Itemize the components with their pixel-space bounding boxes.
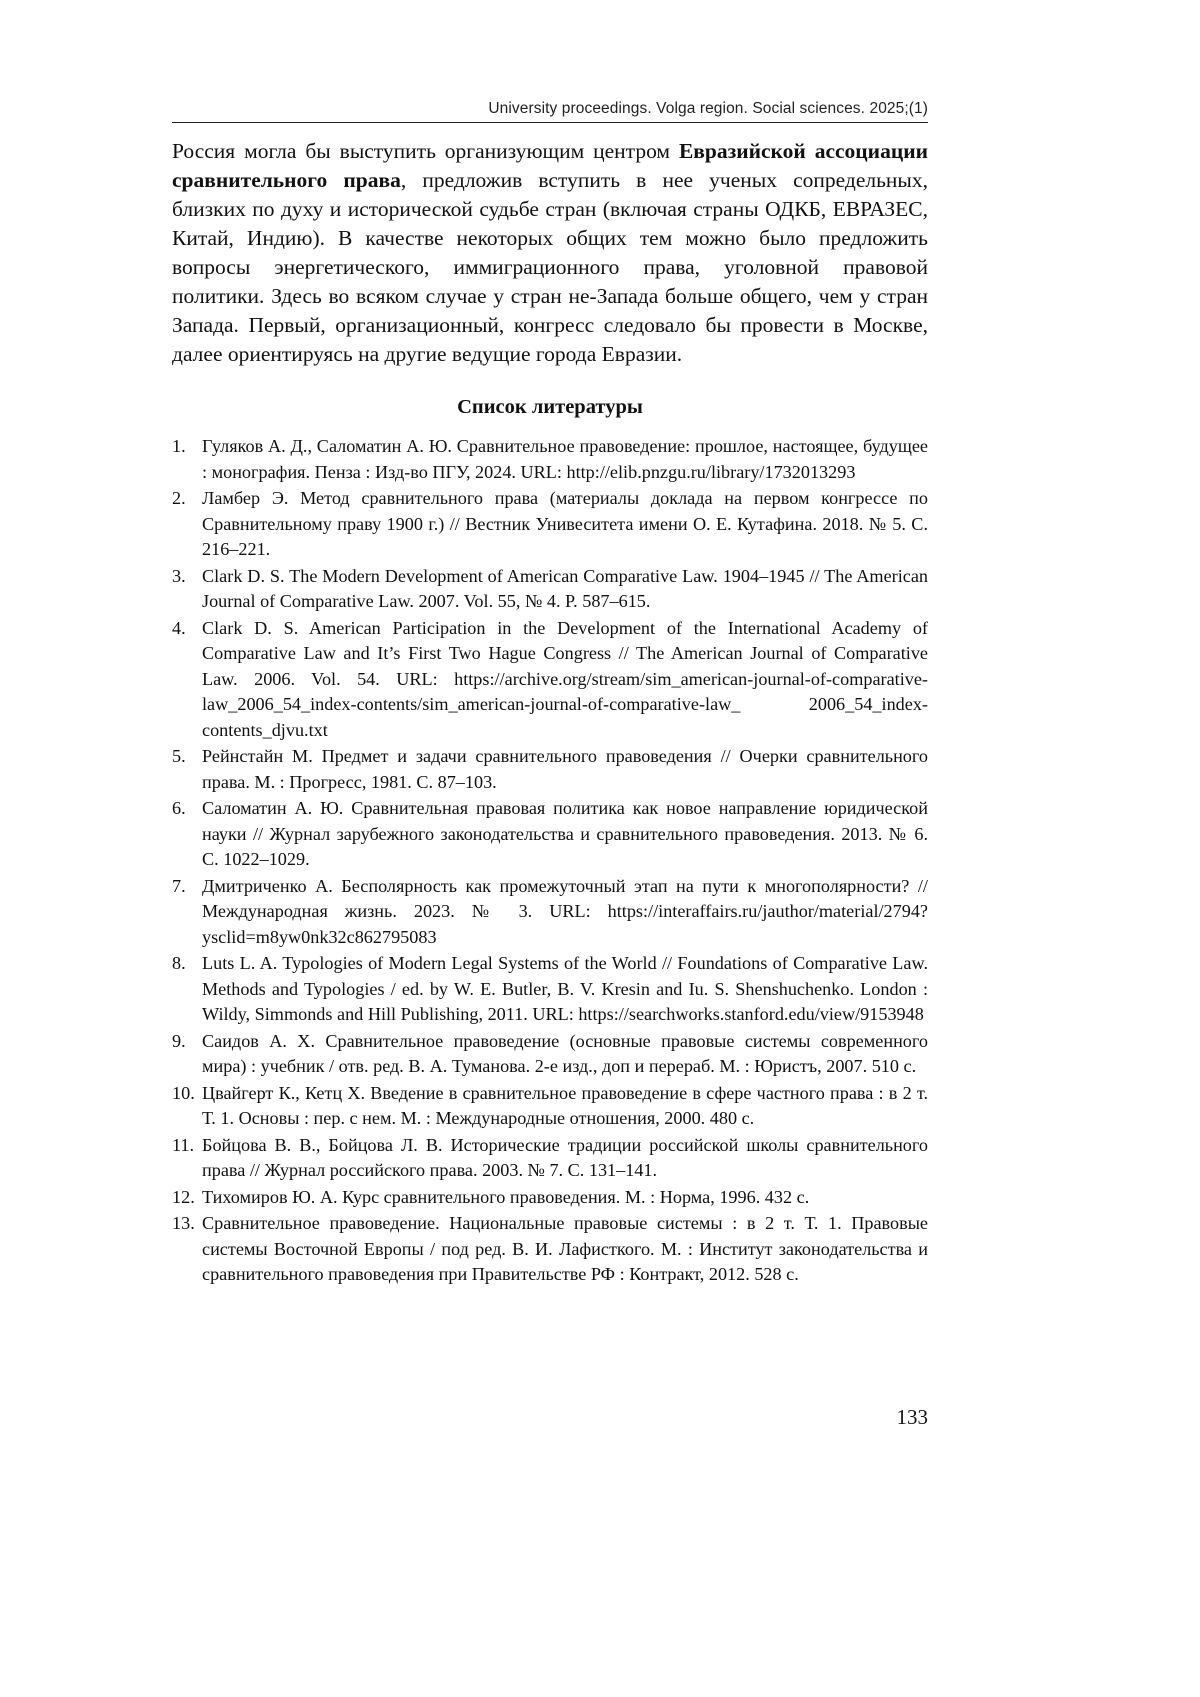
reference-item <box>172 1029 928 1080</box>
reference-text: Саидов А. Х. Сравнительное правоведение (основные правовые системы современного мира) : учебник / отв. ред. В. А. Туманова. 2-е изд., доп и перераб. М. : Юристъ, 2007. 510 с. <box>202 1030 928 1076</box>
paragraph-bold-term: Евразийской ассоциации сравнительного права <box>172 139 928 192</box>
reference-number: 5. <box>172 746 186 766</box>
reference-number: 3. <box>172 565 186 586</box>
reference-text: Цвайгерт К., Кетц Х. Введение в сравнительное правоведение в сфере частного права : в 2 т. Т. 1. Основы : пер. с нем. М. : Международные отношения, 2000. 480 с. <box>202 1082 928 1128</box>
reference-number: 7. <box>172 875 186 896</box>
running-header: University proceedings. Volga region. Social sciences. 2025;(1) <box>172 100 928 123</box>
reference-item <box>172 1133 928 1184</box>
reference-item <box>172 744 928 795</box>
reference-item <box>172 1211 928 1288</box>
reference-number: 6. <box>172 798 186 818</box>
paragraph-text-start: Россия могла бы выступить организующим центром <box>172 139 679 163</box>
reference-item <box>172 796 928 873</box>
reference-text: Тихомиров Ю. А. Курс сравнительного правоведения. М. : Норма, 1996. 432 с. <box>202 1186 810 1207</box>
body-paragraph <box>172 137 928 369</box>
reference-text: Ламбер Э. Метод сравнительного права (материалы доклада на первом конгрессе по Сравнительному праву 1900 г.) // Вестник Унивеситета имени О. Е. Кутафина. 2018. № 5. С. 216–221. <box>202 488 928 559</box>
reference-number: 10. <box>172 1082 195 1103</box>
reference-text: Luts L. A. Typologies of Modern Legal Systems of the World // Foundations of Comparative Law. Methods and Typologies / ed. by W. E. Butler, B. V. Kresin and Iu. S. Shenshuchenko. London : Wildy, Simmonds and Hill Publishing, 2011. URL: https://searchworks.stanford.edu/view/9153948 <box>202 953 928 1024</box>
reference-text: Рейнстайн М. Предмет и задачи сравнительного правоведения // Очерки сравнительного права. М. : Прогресс, 1981. С. 87–103. <box>202 746 928 792</box>
paragraph-text-end: , предложив вступить в нее ученых сопредельных, близких по духу и исторической судьбе стран (включая страны ОДКБ, ЕВРАЗЕС, Китай, Индию). В качестве некоторых общих тем можно было предложить вопросы энергетического, иммиграционного права, уголовной правовой политики. Здесь во всяком случае у стран не-Запада больше общего, чем у стран Запада. Первый, организационный, конгресс следовало бы провести в Москве, далее ориентируясь на другие ведущие города Евразии. <box>172 168 928 366</box>
reference-item <box>172 616 928 744</box>
page-number: 133 <box>896 1405 928 1429</box>
reference-number: 1. <box>172 436 186 456</box>
reference-text: Гуляков А. Д., Саломатин А. Ю. Сравнительное правоведение: прошлое, настоящее, будущее : монография. Пенза : Изд-во ПГУ, 2024. URL: http://elib.pnzgu.ru/library/1732013293 <box>202 436 928 482</box>
reference-number: 4. <box>172 617 186 638</box>
references-list <box>172 434 928 1289</box>
reference-item <box>172 1081 928 1132</box>
reference-item <box>172 951 928 1028</box>
reference-item <box>172 564 928 615</box>
reference-text: Сравнительное правоведение. Национальные правовые системы : в 2 т. Т. 1. Правовые системы Восточной Европы / под ред. В. И. Лафисткого. М. : Институт законодательства и сравнительного правоведения при Правительстве РФ : Контракт, 2012. 528 с. <box>202 1213 928 1284</box>
reference-number: 9. <box>172 1030 186 1051</box>
reference-number: 12. <box>172 1186 195 1207</box>
reference-text: Саломатин А. Ю. Сравнительная правовая политика как новое направление юридической науки // Журнал зарубежного законодательства и сравнительного правоведения. 2013. № 6. С. 1022–1029. <box>202 798 928 869</box>
references-title: Список литературы <box>457 396 643 418</box>
reference-number: 2. <box>172 488 186 508</box>
reference-item <box>172 486 928 563</box>
reference-text: Clark D. S. American Participation in the Development of the International Academy of Comparative Law and It’s First Two Hague Congress // The American Journal of Comparative Law. 2006. Vol. 54. URL: https://archive.org/stream/sim_american-journal-of-comparative-law_2006_54_index-contents/sim_american-journal-of-comparative-law_ 2006_54_index-contents_djvu.txt <box>202 617 928 740</box>
reference-text: Бойцова В. В., Бойцова Л. В. Исторические традиции российской школы сравнительного права // Журнал российского права. 2003. № 7. С. 131–141. <box>202 1134 928 1180</box>
reference-item <box>172 1185 928 1211</box>
reference-text: Дмитриченко А. Бесполярность как промежуточный этап на пути к многополярности? // Международная жизнь. 2023. № 3. URL: https://interaffairs.ru/jauthor/material/2794?ysclid=m8yw0nk32c862795083 <box>202 875 928 947</box>
reference-text: Clark D. S. The Modern Development of American Comparative Law. 1904–1945 // The American Journal of Comparative Law. 2007. Vol. 55, № 4. P. 587–615. <box>202 565 928 611</box>
reference-number: 8. <box>172 953 186 973</box>
reference-number: 13. <box>172 1213 195 1233</box>
reference-item <box>172 434 928 485</box>
reference-item <box>172 874 928 951</box>
reference-number: 11. <box>172 1134 195 1155</box>
